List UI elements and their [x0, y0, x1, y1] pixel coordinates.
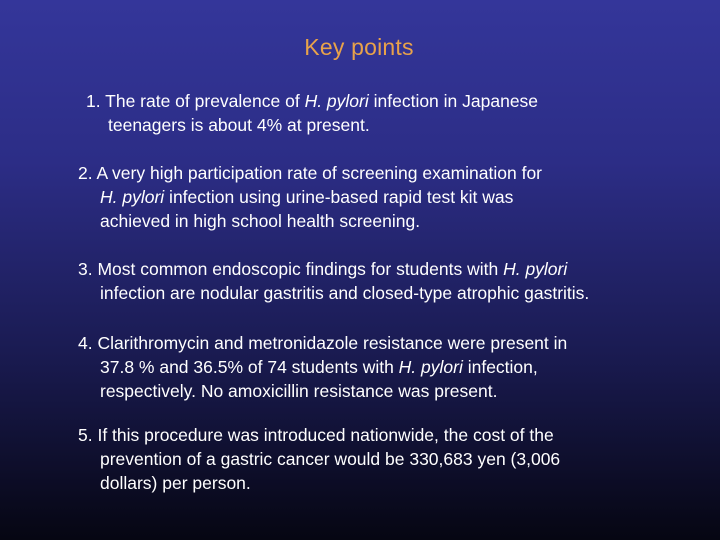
species-name: H. pylori: [304, 91, 369, 111]
species-name: H. pylori: [398, 357, 463, 377]
key-point-4-line-2: 37.8 % and 36.5% of 74 students with H. pylori infection,: [100, 357, 538, 377]
slide-title: Key points: [304, 34, 414, 60]
key-point-4-line-3: respectively. No amoxicillin resistance was present.: [100, 381, 498, 401]
key-point-1: [86, 89, 538, 137]
key-point-2-line-1: 2. A very high participation rate of screening examination for: [78, 163, 543, 183]
key-point-3-line-1: 3. Most common endoscopic findings for students with H. pylori: [78, 259, 568, 279]
key-point-3-line-2: infection are nodular gastritis and closed-type atrophic gastritis.: [100, 283, 590, 303]
key-point-2-line-3: achieved in high school health screening.: [100, 211, 421, 231]
key-point-1-line-1: 1. The rate of prevalence of H. pylori infection in Japanese: [86, 91, 539, 111]
species-name: H. pylori: [503, 259, 568, 279]
key-point-2: [78, 161, 542, 233]
key-point-5-line-3: dollars) per person.: [100, 473, 251, 493]
key-point-4-line-1: 4. Clarithromycin and metronidazole resistance were present in: [78, 333, 568, 353]
key-point-2-line-2: H. pylori infection using urine-based rapid test kit was: [100, 187, 514, 207]
key-point-3: [78, 257, 589, 305]
key-point-4: [78, 331, 567, 403]
key-point-5-line-1: 5. If this procedure was introduced nationwide, the cost of the: [78, 425, 554, 445]
key-point-1-line-2: teenagers is about 4% at present.: [108, 115, 370, 135]
species-name: H. pylori: [100, 187, 165, 207]
key-point-5: [78, 423, 560, 495]
key-point-5-line-2: prevention of a gastric cancer would be 330,683 yen (3,006: [100, 449, 561, 469]
